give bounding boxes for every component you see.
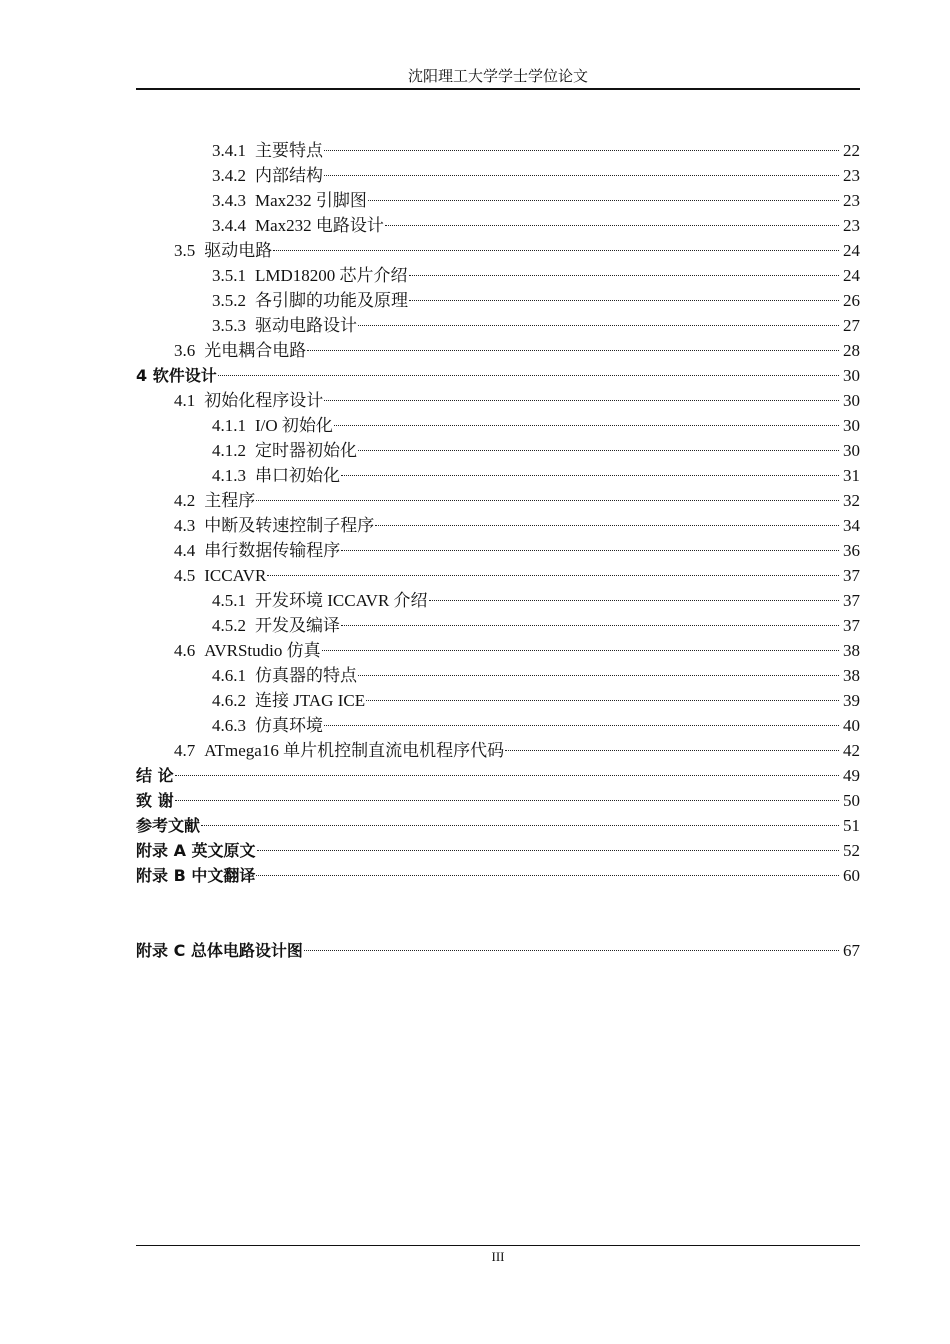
toc-entry-page: 50 xyxy=(843,791,860,810)
toc-entry-title: Max232 引脚图 xyxy=(255,191,367,210)
dot-leader xyxy=(307,350,839,351)
toc-entry-number: 4.6.2 xyxy=(212,691,246,710)
dot-leader xyxy=(341,550,839,551)
toc-entry-title: Max232 电路设计 xyxy=(255,216,384,235)
toc-entry-title: 开发及编译 xyxy=(255,616,340,635)
header-divider xyxy=(136,88,860,90)
dot-leader xyxy=(334,425,839,426)
toc-entry[interactable] xyxy=(136,138,860,163)
toc-entry-number: 4.1 xyxy=(174,391,196,410)
toc-entry-number: 4.3 xyxy=(174,516,196,535)
dot-leader xyxy=(385,225,839,226)
toc-entry[interactable] xyxy=(136,713,860,738)
dot-leader xyxy=(324,400,839,401)
dot-leader xyxy=(218,375,839,376)
toc-entry-page: 39 xyxy=(843,691,860,710)
toc-entry-page: 38 xyxy=(843,641,860,660)
toc-entry[interactable] xyxy=(136,938,860,963)
toc-entry[interactable] xyxy=(136,313,860,338)
dot-leader xyxy=(368,200,839,201)
toc-entry-number: 4.5 xyxy=(174,566,196,585)
toc-entry-number: 3.4.4 xyxy=(212,216,246,235)
toc-entry-title: 主要特点 xyxy=(255,141,323,160)
toc-entry[interactable] xyxy=(136,863,860,888)
toc-entry-page: 67 xyxy=(843,941,860,960)
toc-entry-page: 24 xyxy=(843,241,860,260)
dot-leader xyxy=(366,700,839,701)
toc-entry-number: 4.6 xyxy=(174,641,196,660)
toc-entry-title: LMD18200 芯片介绍 xyxy=(255,266,408,285)
table-of-contents xyxy=(136,138,860,963)
toc-entry-number: 4.1.1 xyxy=(212,416,246,435)
toc-entry-number: 4.7 xyxy=(174,741,196,760)
toc-entry-number: 4.4 xyxy=(174,541,196,560)
toc-entry[interactable] xyxy=(136,488,860,513)
toc-entry-page: 24 xyxy=(843,266,860,285)
toc-entry-number: 4.2 xyxy=(174,491,196,510)
dot-leader xyxy=(505,750,839,751)
toc-entry[interactable] xyxy=(136,688,860,713)
toc-entry[interactable] xyxy=(136,438,860,463)
toc-entry[interactable] xyxy=(136,838,860,863)
page-number: III xyxy=(491,1249,505,1264)
dot-leader xyxy=(409,300,839,301)
toc-entry[interactable] xyxy=(136,213,860,238)
toc-entry-title: 附录 C 总体电路设计图 xyxy=(136,941,303,960)
dot-leader xyxy=(324,150,839,151)
toc-entry-number: 3.4.3 xyxy=(212,191,246,210)
toc-entry[interactable] xyxy=(136,763,860,788)
toc-entry-page: 22 xyxy=(843,141,860,160)
dot-leader xyxy=(341,475,839,476)
toc-entry-number: 3.5.3 xyxy=(212,316,246,335)
toc-entry-page: 34 xyxy=(843,516,860,535)
toc-entry-page: 26 xyxy=(843,291,860,310)
toc-entry-page: 30 xyxy=(843,416,860,435)
dot-leader xyxy=(201,825,839,826)
dot-leader xyxy=(358,325,839,326)
toc-entry[interactable] xyxy=(136,388,860,413)
toc-entry-number: 4.1.2 xyxy=(212,441,246,460)
toc-entry-title: 驱动电路 xyxy=(204,241,273,260)
toc-entry-title: 附录 B 中文翻译 xyxy=(136,866,256,885)
toc-entry-page: 23 xyxy=(843,216,860,235)
dot-leader xyxy=(375,525,839,526)
toc-entry-title: I/O 初始化 xyxy=(255,416,333,435)
toc-entry-page: 32 xyxy=(843,491,860,510)
toc-entry-title: 4 软件设计 xyxy=(136,366,217,385)
toc-entry[interactable] xyxy=(136,338,860,363)
toc-entry-title: AVRStudio 仿真 xyxy=(204,641,321,660)
toc-entry[interactable] xyxy=(136,238,860,263)
dot-leader xyxy=(304,950,839,951)
toc-entry-page: 49 xyxy=(843,766,860,785)
toc-entry-title: 中断及转速控制子程序 xyxy=(204,516,375,535)
toc-entry-title: 致 谢 xyxy=(136,791,174,810)
toc-entry[interactable] xyxy=(136,463,860,488)
dot-leader xyxy=(175,800,839,801)
toc-entry-title: 仿真环境 xyxy=(255,716,323,735)
toc-entry-title: 各引脚的功能及原理 xyxy=(255,291,408,310)
toc-entry[interactable] xyxy=(136,563,860,588)
dot-leader xyxy=(409,275,839,276)
page-header: 沈阳理工大学学士学位论文 xyxy=(407,69,588,85)
toc-entry-title: ICCAVR xyxy=(204,566,267,585)
toc-entry-number: 4.6.1 xyxy=(212,666,246,685)
toc-entry-number: 3.5.1 xyxy=(212,266,246,285)
toc-entry-title: 定时器初始化 xyxy=(255,441,357,460)
toc-entry-page: 42 xyxy=(843,741,860,760)
dot-leader xyxy=(341,625,839,626)
toc-entry[interactable] xyxy=(136,588,860,613)
toc-entry-number: 3.5 xyxy=(174,241,196,260)
toc-entry-number: 3.4.2 xyxy=(212,166,246,185)
dot-leader xyxy=(273,250,839,251)
toc-entry[interactable] xyxy=(136,163,860,188)
toc-entry-page: 37 xyxy=(843,566,860,585)
toc-entry[interactable] xyxy=(136,738,860,763)
dot-leader xyxy=(175,775,839,776)
toc-entry-title: 初始化程序设计 xyxy=(204,391,324,410)
toc-entry-title: 结 论 xyxy=(136,766,174,785)
toc-entry-page: 36 xyxy=(843,541,860,560)
toc-entry-title: 串口初始化 xyxy=(255,466,340,485)
toc-entry-page: 51 xyxy=(843,816,860,835)
toc-entry-title: 驱动电路设计 xyxy=(255,316,357,335)
toc-entry-page: 60 xyxy=(843,866,860,885)
toc-entry[interactable] xyxy=(136,413,860,438)
dot-leader xyxy=(358,675,839,676)
toc-entry-title: 主程序 xyxy=(204,491,256,510)
toc-entry[interactable] xyxy=(136,788,860,813)
toc-entry-title: 开发环境 ICCAVR 介绍 xyxy=(255,591,428,610)
dot-leader xyxy=(358,450,839,451)
toc-entry-title: 仿真器的特点 xyxy=(255,666,357,685)
toc-entry-number: 3.6 xyxy=(174,341,196,360)
dot-leader xyxy=(322,650,839,651)
toc-entry-page: 30 xyxy=(843,366,860,385)
dot-leader xyxy=(256,875,839,876)
toc-entry[interactable] xyxy=(136,188,860,213)
toc-entry[interactable] xyxy=(136,263,860,288)
toc-entry-title: 附录 A 英文原文 xyxy=(136,841,256,860)
toc-entry-title: 内部结构 xyxy=(255,166,323,185)
toc-entry[interactable] xyxy=(136,513,860,538)
toc-entry-page: 37 xyxy=(843,591,860,610)
dot-leader xyxy=(324,725,839,726)
toc-entry-number: 3.4.1 xyxy=(212,141,246,160)
toc-entry-page: 23 xyxy=(843,191,860,210)
toc-entry[interactable] xyxy=(136,638,860,663)
toc-entry-page: 30 xyxy=(843,441,860,460)
toc-entry-page: 28 xyxy=(843,341,860,360)
toc-entry-title: 连接 JTAG ICE xyxy=(255,691,366,710)
dot-leader xyxy=(257,850,839,851)
toc-entry-page: 27 xyxy=(843,316,860,335)
toc-entry-page: 52 xyxy=(843,841,860,860)
toc-entry-page: 30 xyxy=(843,391,860,410)
toc-entry-page: 37 xyxy=(843,616,860,635)
toc-entry[interactable] xyxy=(136,363,860,388)
toc-entry-page: 40 xyxy=(843,716,860,735)
toc-entry[interactable] xyxy=(136,813,860,838)
dot-leader xyxy=(267,575,839,576)
toc-spacer xyxy=(136,888,860,938)
toc-entry-title: 光电耦合电路 xyxy=(204,341,307,360)
toc-entry-title: 参考文献 xyxy=(136,816,201,835)
footer-divider xyxy=(136,1245,860,1246)
toc-entry[interactable] xyxy=(136,288,860,313)
toc-entry-page: 23 xyxy=(843,166,860,185)
toc-entry-number: 4.5.1 xyxy=(212,591,246,610)
dot-leader xyxy=(324,175,839,176)
toc-entry-title: 串行数据传输程序 xyxy=(204,541,341,560)
toc-entry-number: 4.5.2 xyxy=(212,616,246,635)
toc-entry[interactable] xyxy=(136,538,860,563)
toc-entry[interactable] xyxy=(136,663,860,688)
dot-leader xyxy=(256,500,839,501)
toc-entry-number: 4.1.3 xyxy=(212,466,246,485)
toc-entry-number: 3.5.2 xyxy=(212,291,246,310)
toc-entry-page: 38 xyxy=(843,666,860,685)
toc-entry-title: ATmega16 单片机控制直流电机程序代码 xyxy=(204,741,505,760)
toc-entry[interactable] xyxy=(136,613,860,638)
dot-leader xyxy=(429,600,839,601)
toc-entry-number: 4.6.3 xyxy=(212,716,246,735)
toc-entry-page: 31 xyxy=(843,466,860,485)
